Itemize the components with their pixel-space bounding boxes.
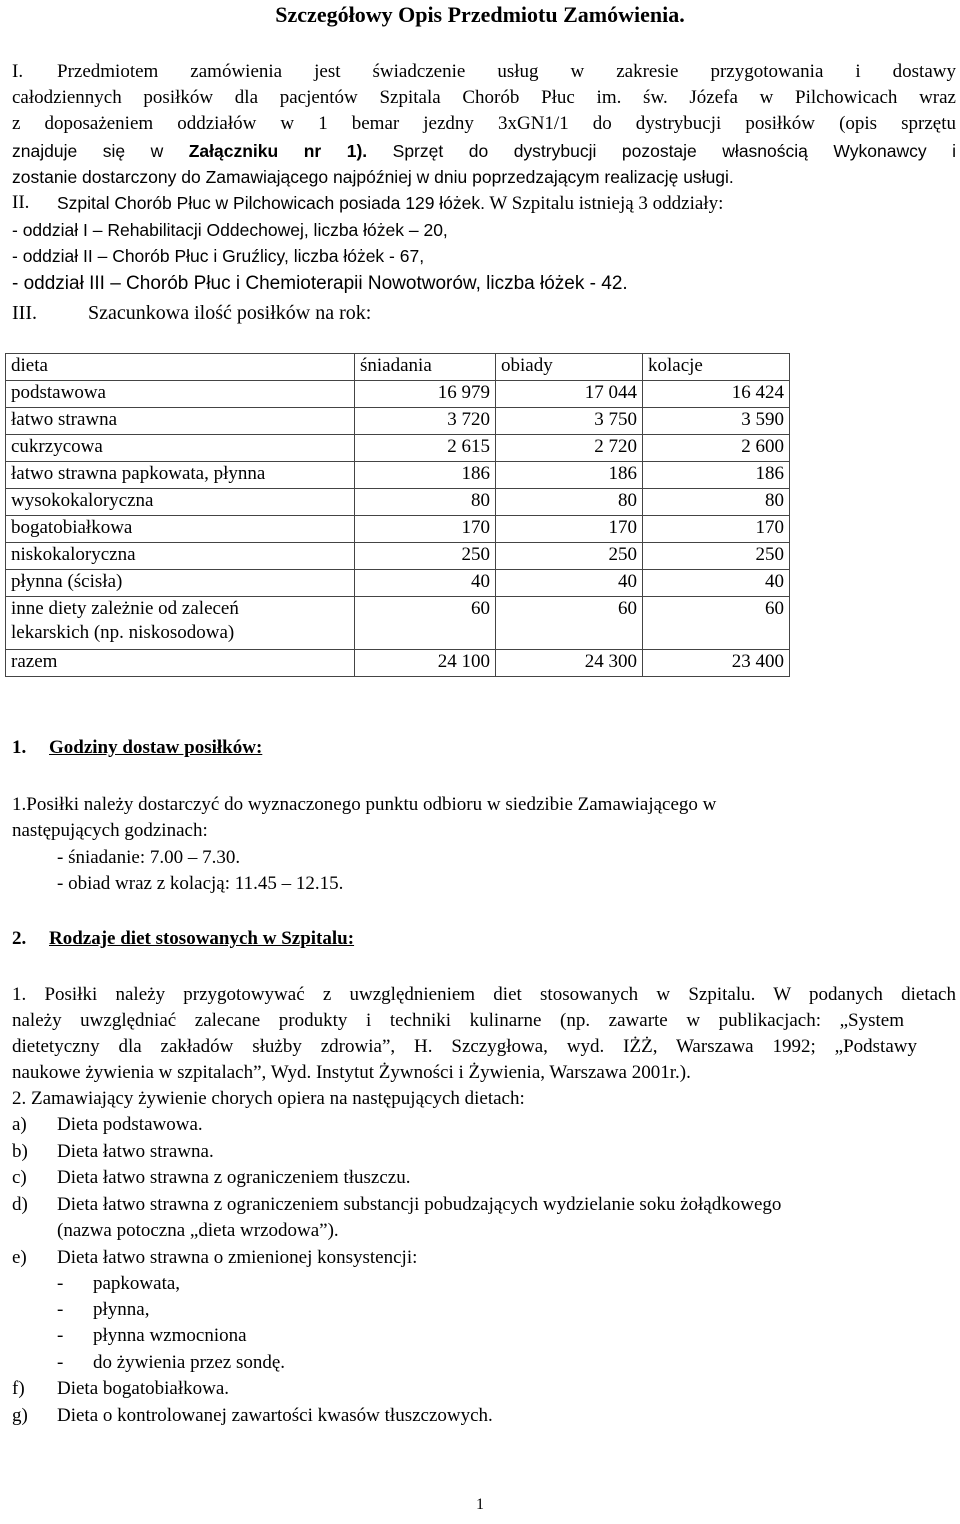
table-cell: 24 300 <box>496 650 643 677</box>
diets-intro-line-1: 1. Posiłki należy przygotowywać z uwzględnieniem diet stosowanych w Szpitalu. W podanych dietach <box>12 984 956 1005</box>
list-item-text: Dieta łatwo strawna. <box>57 1141 214 1162</box>
attachment-reference: Załączniku nr 1). <box>188 141 368 161</box>
table-header-row <box>6 354 790 381</box>
section-1-line-2: całodziennych posiłków dla pacjentów Szpitala Chorób Płuc im. św. Józefa w Pilchowicach wraz <box>12 87 956 108</box>
heading-1-text: Godziny dostaw posiłków: <box>49 737 263 758</box>
table-cell: 2 615 <box>355 435 496 462</box>
table-cell: podstawowa <box>6 381 355 408</box>
table-cell: 23 400 <box>643 650 790 677</box>
table-cell: 170 <box>643 516 790 543</box>
diets-intro-line-3: dietetyczny dla zakładów służby zdrowia”, H. Szczygłowa, wyd. IŻŻ, Warszawa 1992; „Podstawy <box>12 1036 917 1057</box>
list-item <box>0 1165 960 1191</box>
page-title: Szczegółowy Opis Przedmiotu Zamówienia. <box>275 2 685 27</box>
table-cell: 2 600 <box>643 435 790 462</box>
table-cell: 60 <box>496 597 643 650</box>
table-row <box>6 570 790 597</box>
ward-2: - oddział II – Chorób Płuc i Gruźlicy, liczba łóżek - 67, <box>12 246 425 266</box>
sub-list-item-text: płynna, <box>93 1299 150 1320</box>
list-item-text: Dieta łatwo strawna z ograniczeniem substancji pobudzających wydzielanie soku żołądkowego <box>57 1194 782 1215</box>
list-item-label: c) <box>12 1167 27 1188</box>
table-cell: łatwo strawna <box>6 408 355 435</box>
table-cell: 60 <box>643 597 790 650</box>
table-cell: łatwo strawna papkowata, płynna <box>6 462 355 489</box>
list-item-text: Dieta bogatobiałkowa. <box>57 1378 230 1399</box>
dash-bullet: - <box>57 1352 64 1373</box>
page-number: 1 <box>476 1496 484 1513</box>
delivery-line-1: 1.Posiłki należy dostarczyć do wyznaczonego punktu odbioru w siedzibie Zamawiającego w <box>12 794 717 815</box>
table-cell: 40 <box>643 570 790 597</box>
dash-bullet: - <box>57 1299 64 1320</box>
meals-table <box>5 353 790 677</box>
dash-bullet: - <box>57 1325 64 1346</box>
table-header-cell: kolacje <box>643 354 790 381</box>
table-cell: razem <box>6 650 355 677</box>
table-cell: bogatobiałkowa <box>6 516 355 543</box>
list-item-label: g) <box>12 1405 28 1426</box>
list-item <box>0 1245 960 1271</box>
table-cell: 80 <box>355 489 496 516</box>
heading-2-text: Rodzaje diet stosowanych w Szpitalu: <box>49 928 355 949</box>
section-2-marker: II. <box>12 192 30 213</box>
section-1-line-4-c: Sprzęt do dystrybucji pozostaje własnością Wykonawcy i <box>367 141 956 161</box>
diets-intro-line-2: należy uwzględniać zalecane produkty i techniki kulinarne (np. zawarte w publikacjach: „System <box>12 1010 904 1031</box>
section-2-wards-intro: W Szpitalu istnieją 3 oddziały: <box>485 193 724 214</box>
sub-list-item <box>0 1323 960 1349</box>
table-cell: płynna (ścisła) <box>6 570 355 597</box>
section-1-line-4 <box>12 138 956 164</box>
sub-list-item <box>0 1297 960 1323</box>
section-1-line-1: Przedmiotem zamówienia jest świadczenie usług w zakresie przygotowania i dostawy <box>57 61 956 82</box>
table-cell: 80 <box>643 489 790 516</box>
table-row <box>6 597 790 650</box>
table-header-cell: obiady <box>496 354 643 381</box>
delivery-line-2: następujących godzinach: <box>12 820 208 841</box>
sub-list-item-text: papkowata, <box>93 1273 181 1294</box>
sub-list-item-text: do żywienia przez sondę. <box>93 1352 286 1373</box>
table-cell-line: lekarskich (np. niskosodowa) <box>11 622 235 643</box>
section-1-line-5: zostanie dostarczony do Zamawiającego najpóźniej w dniu poprzedzającym realizację usługi. <box>12 167 734 187</box>
table-cell-line: inne diety zależnie od zaleceń <box>11 598 239 619</box>
list-item-text: Dieta o kontrolowanej zawartości kwasów tłuszczowych. <box>57 1405 493 1426</box>
ward-1: - oddział I – Rehabilitacji Oddechowej, liczba łóżek – 20, <box>12 220 448 240</box>
delivery-time-breakfast: - śniadanie: 7.00 – 7.30. <box>57 847 241 868</box>
delivery-time-lunch: - obiad wraz z kolacją: 11.45 – 12.15. <box>57 873 344 894</box>
sub-list-item <box>0 1350 960 1376</box>
list-item <box>0 1112 960 1138</box>
list-item-text: Dieta łatwo strawna o zmienionej konsystencji: <box>57 1247 418 1268</box>
table-cell: 3 720 <box>355 408 496 435</box>
table-cell: 80 <box>496 489 643 516</box>
list-item <box>0 1403 960 1429</box>
table-cell: niskokaloryczna <box>6 543 355 570</box>
table-cell: 2 720 <box>496 435 643 462</box>
sub-list-item <box>0 1271 960 1297</box>
table-row <box>6 489 790 516</box>
list-item <box>0 1139 960 1165</box>
list-item-text: Dieta podstawowa. <box>57 1114 203 1135</box>
list-item-text: Dieta łatwo strawna z ograniczeniem tłuszczu. <box>57 1167 411 1188</box>
section-1-marker: I. <box>12 61 24 82</box>
table-cell: 186 <box>355 462 496 489</box>
table-cell: 3 750 <box>496 408 643 435</box>
table-cell: 3 590 <box>643 408 790 435</box>
list-item-label: b) <box>12 1141 28 1162</box>
table-cell: 40 <box>355 570 496 597</box>
table-cell: 186 <box>643 462 790 489</box>
table-cell: 250 <box>496 543 643 570</box>
table-header-cell: dieta <box>6 354 355 381</box>
table-cell: 250 <box>643 543 790 570</box>
sub-list-item-text: płynna wzmocniona <box>93 1325 247 1346</box>
heading-2-number: 2. <box>12 928 27 949</box>
table-row-total <box>6 650 790 677</box>
table-cell: 170 <box>496 516 643 543</box>
list-item-label: e) <box>12 1247 27 1268</box>
section-2-beds: Szpital Chorób Płuc w Pilchowicach posiada 129 łóżek. <box>57 193 486 213</box>
table-row <box>6 516 790 543</box>
section-2-line-1 <box>57 190 723 217</box>
table-cell: wysokokaloryczna <box>6 489 355 516</box>
heading-1-number: 1. <box>12 737 27 758</box>
table-cell: 60 <box>355 597 496 650</box>
table-cell <box>6 597 355 650</box>
section-3-text: Szacunkowa ilość posiłków na rok: <box>88 302 372 324</box>
table-row <box>6 381 790 408</box>
section-3-marker: III. <box>12 302 37 324</box>
table-cell: 40 <box>496 570 643 597</box>
list-item-label: d) <box>12 1194 28 1215</box>
table-header-cell: śniadania <box>355 354 496 381</box>
table-row <box>6 462 790 489</box>
table-cell: 16 979 <box>355 381 496 408</box>
table-row <box>6 408 790 435</box>
list-item <box>0 1376 960 1402</box>
table-cell: 16 424 <box>643 381 790 408</box>
table-cell: 170 <box>355 516 496 543</box>
diets-intro-line-5: 2. Zamawiający żywienie chorych opiera na następujących dietach: <box>12 1088 525 1109</box>
table-cell: 24 100 <box>355 650 496 677</box>
ward-3: - oddział III – Chorób Płuc i Chemioterapii Nowotworów, liczba łóżek - 42. <box>12 273 628 294</box>
table-cell: cukrzycowa <box>6 435 355 462</box>
table-cell: 186 <box>496 462 643 489</box>
dash-bullet: - <box>57 1273 64 1294</box>
table-row <box>6 435 790 462</box>
section-1-line-4-a: znajduje się w <box>12 141 189 161</box>
list-item <box>0 1192 960 1244</box>
table-cell: 17 044 <box>496 381 643 408</box>
list-item-text-continued: (nazwa potoczna „dieta wrzodowa”). <box>57 1220 339 1241</box>
diets-intro-line-4: naukowe żywienia w szpitalach”, Wyd. Instytut Żywności i Żywienia, Warszawa 2001r.). <box>12 1062 691 1083</box>
table-row <box>6 543 790 570</box>
list-item-label: a) <box>12 1114 27 1135</box>
table-cell: 250 <box>355 543 496 570</box>
list-item-label: f) <box>12 1378 25 1399</box>
section-1-line-3: z doposażeniem oddziałów w 1 bemar jezdny 3xGN1/1 do dystrybucji posiłków (opis sprzętu <box>12 113 956 134</box>
